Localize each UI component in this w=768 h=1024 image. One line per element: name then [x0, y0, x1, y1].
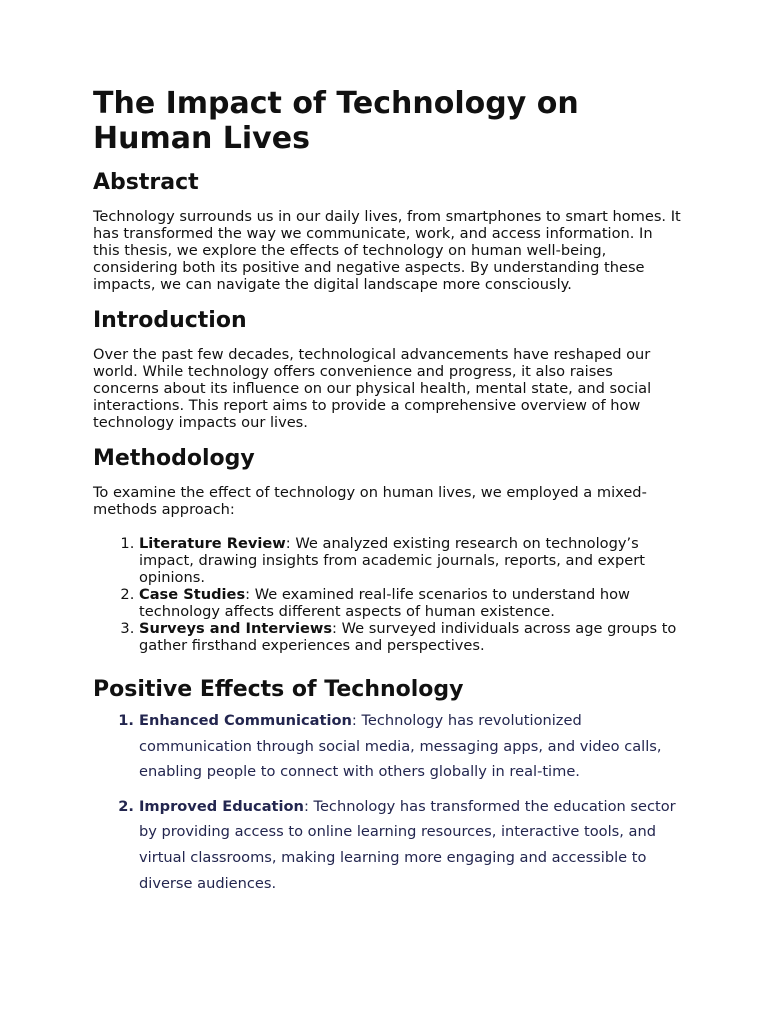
methodology-item-term: Surveys and Interviews — [139, 620, 333, 637]
methodology-list — [93, 535, 683, 654]
positive-effects-list — [93, 708, 683, 896]
positive-item-term: Enhanced Communication — [139, 712, 352, 729]
methodology-item-term: Literature Review — [139, 535, 286, 552]
positive-item-enhanced-communication — [139, 708, 683, 785]
methodology-item-text: : We surveyed individuals across age groups to gather firsthand experiences and perspectives. — [139, 620, 677, 654]
document-content — [93, 86, 683, 896]
document-title: The Impact of Technology on Human Lives — [93, 86, 579, 156]
methodology-item-text: : We examined real-life scenarios to understand how technology affects different aspects of human existence. — [139, 586, 630, 620]
introduction-heading: Introduction — [93, 308, 247, 333]
methodology-item-case-studies — [139, 586, 683, 620]
positive-item-term: Improved Education — [139, 797, 304, 815]
methodology-item-text: : We analyzed existing research on technology’s impact, drawing insights from academic journals, reports, and expert opinions. — [139, 535, 645, 586]
abstract-paragraph: Technology surrounds us in our daily lives, from smartphones to smart homes. It has transformed the way we communicate, work, and access information. In this thesis, we explore the effects of technology on human well-being, considering both its positive and negative aspects. By understanding these impacts, we can navigate the digital landscape more consciously. — [93, 208, 681, 293]
positive-item-improved-education — [139, 794, 683, 896]
methodology-item-surveys-interviews — [139, 620, 683, 654]
methodology-intro: To examine the effect of technology on human lives, we employed a mixed-methods approach: — [93, 484, 647, 518]
positive-item-text: : Technology has transformed the education sector by providing access to online learning resources, interactive tools, and virtual classrooms, making learning more engaging and accessible to diverse audiences. — [139, 797, 676, 892]
methodology-heading: Methodology — [93, 446, 255, 471]
methodology-item-literature-review — [139, 535, 683, 586]
positive-effects-heading: Positive Effects of Technology — [93, 677, 464, 702]
methodology-item-term: Case Studies — [139, 586, 246, 603]
abstract-heading: Abstract — [93, 170, 199, 195]
positive-item-text: : Technology has revolutionized communication through social media, messaging apps, and video calls, enabling people to connect with others globally in real-time. — [139, 712, 662, 781]
introduction-paragraph: Over the past few decades, technological advancements have reshaped our world. While technology offers convenience and progress, it also raises concerns about its influence on our physical health, mental state, and social interactions. This report aims to provide a comprehensive overview of how technology impacts our lives. — [93, 346, 652, 431]
